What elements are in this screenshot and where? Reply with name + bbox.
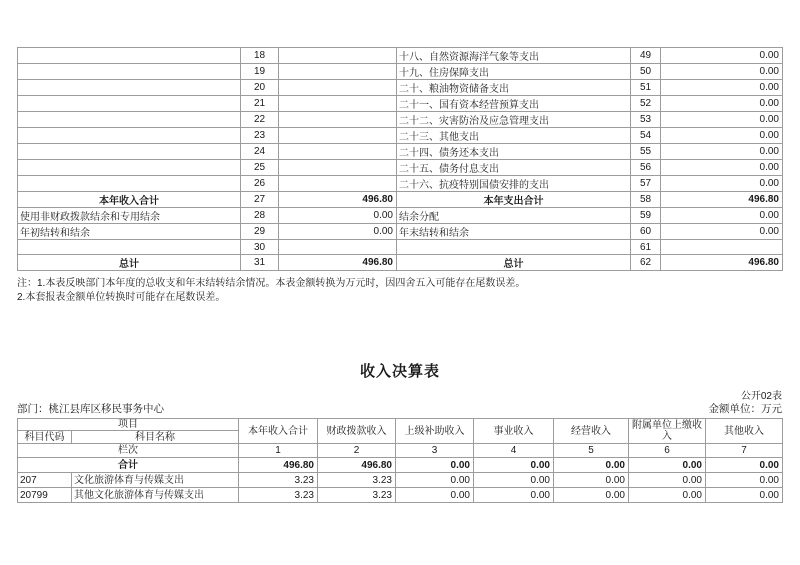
balance-row: [18, 160, 783, 176]
balance-row: [18, 64, 783, 80]
income-line-no-cell: 30: [241, 240, 279, 255]
expense-amount-cell: 0.00: [661, 96, 783, 112]
value-cell: 0.00: [706, 488, 783, 503]
income-line-no-cell: 31: [241, 255, 279, 271]
balance-row: [18, 96, 783, 112]
income-item-cell: [18, 128, 241, 144]
expense-amount-cell: 0.00: [661, 208, 783, 224]
column-index-cell: 3: [396, 444, 474, 458]
income-line-no-cell: 21: [241, 96, 279, 112]
project-header-cell: 项目: [18, 419, 239, 431]
balance-row: [18, 48, 783, 64]
income-line-no-cell: 28: [241, 208, 279, 224]
expense-amount-cell: 0.00: [661, 80, 783, 96]
income-line-no-cell: 23: [241, 128, 279, 144]
column-index-row: [18, 444, 783, 458]
row-label-cell: 合计: [18, 458, 239, 473]
expense-item-cell: 二十五、债务付息支出: [397, 160, 631, 176]
col-header-total-income: 本年收入合计: [239, 419, 318, 444]
value-cell: 0.00: [629, 473, 706, 488]
column-index-cell: 5: [554, 444, 629, 458]
form-code-label: 公开02表: [740, 391, 782, 402]
expense-line-no-cell: 59: [631, 208, 661, 224]
income-amount-cell: 0.00: [279, 224, 397, 240]
col-header-superior-subsidy: 上级补助收入: [396, 419, 474, 444]
income-item-cell: [18, 112, 241, 128]
expense-item-cell: [397, 240, 631, 255]
expense-item-cell: 十八、自然资源海洋气象等支出: [397, 48, 631, 64]
income-line-no-cell: 20: [241, 80, 279, 96]
value-cell: 0.00: [554, 458, 629, 473]
income-line-no-cell: 29: [241, 224, 279, 240]
expense-item-cell: 二十四、债务还本支出: [397, 144, 631, 160]
col-header-institution-income: 事业收入: [474, 419, 554, 444]
value-cell: 0.00: [706, 458, 783, 473]
value-cell: 3.23: [318, 473, 396, 488]
income-amount-cell: [279, 160, 397, 176]
expense-line-no-cell: 60: [631, 224, 661, 240]
income-amount-cell: [279, 96, 397, 112]
column-index-label-cell: 栏次: [18, 444, 239, 458]
subject-code-cell: 207: [18, 473, 72, 488]
expense-item-cell: 十九、住房保障支出: [397, 64, 631, 80]
income-item-cell: [18, 176, 241, 192]
income-amount-cell: [279, 128, 397, 144]
income-row: [18, 473, 783, 488]
value-cell: 3.23: [239, 488, 318, 503]
expense-amount-cell: 0.00: [661, 224, 783, 240]
income-item-cell: 使用非财政拨款结余和专用结余: [18, 208, 241, 224]
balance-table: [17, 47, 783, 271]
balance-row: [18, 80, 783, 96]
value-cell: 0.00: [396, 473, 474, 488]
balance-row: [18, 240, 783, 255]
expense-line-no-cell: 55: [631, 144, 661, 160]
balance-row: [18, 192, 783, 208]
expense-item-cell: 本年支出合计: [397, 192, 631, 208]
expense-amount-cell: 0.00: [661, 176, 783, 192]
income-line-no-cell: 27: [241, 192, 279, 208]
expense-amount-cell: 496.80: [661, 255, 783, 271]
income-table: [17, 418, 783, 503]
balance-row: [18, 144, 783, 160]
expense-amount-cell: [661, 240, 783, 255]
expense-line-no-cell: 56: [631, 160, 661, 176]
note-line-1: 注：1.本表反映部门本年度的总收支和年末结转结余情况。本表金额转换为万元时，因四舍五入可能存在尾数误差。: [17, 278, 526, 289]
income-amount-cell: 496.80: [279, 192, 397, 208]
column-index-cell: 6: [629, 444, 706, 458]
expense-line-no-cell: 53: [631, 112, 661, 128]
col-header-fiscal-appropriation: 财政拨款收入: [318, 419, 396, 444]
meta-line: [17, 401, 782, 416]
value-cell: 0.00: [396, 488, 474, 503]
income-amount-cell: [279, 112, 397, 128]
expense-line-no-cell: 52: [631, 96, 661, 112]
income-row: [18, 458, 783, 473]
income-item-cell: [18, 64, 241, 80]
value-cell: 0.00: [629, 458, 706, 473]
value-cell: 0.00: [474, 458, 554, 473]
balance-row: [18, 208, 783, 224]
expense-amount-cell: 496.80: [661, 192, 783, 208]
value-cell: 0.00: [554, 488, 629, 503]
column-index-cell: 4: [474, 444, 554, 458]
column-index-cell: 2: [318, 444, 396, 458]
income-item-cell: [18, 96, 241, 112]
expense-amount-cell: 0.00: [661, 144, 783, 160]
col-header-subordinate-remit: 附属单位上缴收入: [629, 419, 706, 444]
value-cell: 0.00: [396, 458, 474, 473]
income-amount-cell: 496.80: [279, 255, 397, 271]
expense-item-cell: 总计: [397, 255, 631, 271]
balance-row: [18, 128, 783, 144]
header-row-project: [18, 419, 783, 431]
value-cell: 496.80: [239, 458, 318, 473]
expense-line-no-cell: 58: [631, 192, 661, 208]
income-amount-cell: [279, 144, 397, 160]
column-index-cell: 1: [239, 444, 318, 458]
balance-row: [18, 255, 783, 271]
expense-item-cell: 结余分配: [397, 208, 631, 224]
income-item-cell: [18, 240, 241, 255]
expense-item-cell: 二十六、抗疫特别国债安排的支出: [397, 176, 631, 192]
income-line-no-cell: 19: [241, 64, 279, 80]
subject-code-header-cell: 科目代码: [18, 431, 72, 444]
page-title: 收入决算表: [359, 363, 440, 380]
income-line-no-cell: 18: [241, 48, 279, 64]
income-item-cell: 本年收入合计: [18, 192, 241, 208]
col-header-other-income: 其他收入: [706, 419, 783, 444]
expense-item-cell: 年末结转和结余: [397, 224, 631, 240]
table-notes: [17, 277, 525, 305]
expense-amount-cell: 0.00: [661, 64, 783, 80]
income-amount-cell: [279, 48, 397, 64]
income-amount-cell: 0.00: [279, 208, 397, 224]
expense-amount-cell: 0.00: [661, 48, 783, 64]
income-item-cell: [18, 80, 241, 96]
income-row: [18, 488, 783, 503]
income-amount-cell: [279, 240, 397, 255]
income-amount-cell: [279, 176, 397, 192]
balance-row: [18, 176, 783, 192]
expense-amount-cell: 0.00: [661, 160, 783, 176]
department-label: 部门：桃江县库区移民事务中心: [17, 403, 164, 415]
note-line-2: 2.本套报表金额单位转换时可能存在尾数误差。: [17, 292, 226, 303]
value-cell: 0.00: [554, 473, 629, 488]
subject-code-cell: 20799: [18, 488, 72, 503]
expense-line-no-cell: 61: [631, 240, 661, 255]
value-cell: 0.00: [474, 488, 554, 503]
value-cell: 3.23: [239, 473, 318, 488]
expense-line-no-cell: 50: [631, 64, 661, 80]
expense-amount-cell: 0.00: [661, 112, 783, 128]
balance-row: [18, 224, 783, 240]
income-item-cell: [18, 144, 241, 160]
income-item-cell: [18, 160, 241, 176]
income-amount-cell: [279, 80, 397, 96]
expense-item-cell: 二十二、灾害防治及应急管理支出: [397, 112, 631, 128]
value-cell: 0.00: [629, 488, 706, 503]
income-amount-cell: [279, 64, 397, 80]
expense-line-no-cell: 57: [631, 176, 661, 192]
column-index-cell: 7: [706, 444, 783, 458]
value-cell: 0.00: [706, 473, 783, 488]
expense-amount-cell: 0.00: [661, 128, 783, 144]
expense-line-no-cell: 62: [631, 255, 661, 271]
unit-label: 金额单位：万元: [708, 403, 782, 415]
expense-line-no-cell: 51: [631, 80, 661, 96]
subject-name-cell: 其他文化旅游体育与传媒支出: [72, 488, 239, 503]
col-header-operating-income: 经营收入: [554, 419, 629, 444]
expense-item-cell: 二十三、其他支出: [397, 128, 631, 144]
income-item-cell: 年初结转和结余: [18, 224, 241, 240]
value-cell: 0.00: [474, 473, 554, 488]
income-line-no-cell: 26: [241, 176, 279, 192]
expense-line-no-cell: 54: [631, 128, 661, 144]
value-cell: 496.80: [318, 458, 396, 473]
subject-name-cell: 文化旅游体育与传媒支出: [72, 473, 239, 488]
income-line-no-cell: 22: [241, 112, 279, 128]
income-line-no-cell: 25: [241, 160, 279, 176]
expense-item-cell: 二十、粮油物资储备支出: [397, 80, 631, 96]
expense-item-cell: 二十一、国有资本经营预算支出: [397, 96, 631, 112]
income-line-no-cell: 24: [241, 144, 279, 160]
balance-row: [18, 112, 783, 128]
income-item-cell: 总计: [18, 255, 241, 271]
value-cell: 3.23: [318, 488, 396, 503]
expense-line-no-cell: 49: [631, 48, 661, 64]
income-item-cell: [18, 48, 241, 64]
subject-name-header-cell: 科目名称: [72, 431, 239, 444]
